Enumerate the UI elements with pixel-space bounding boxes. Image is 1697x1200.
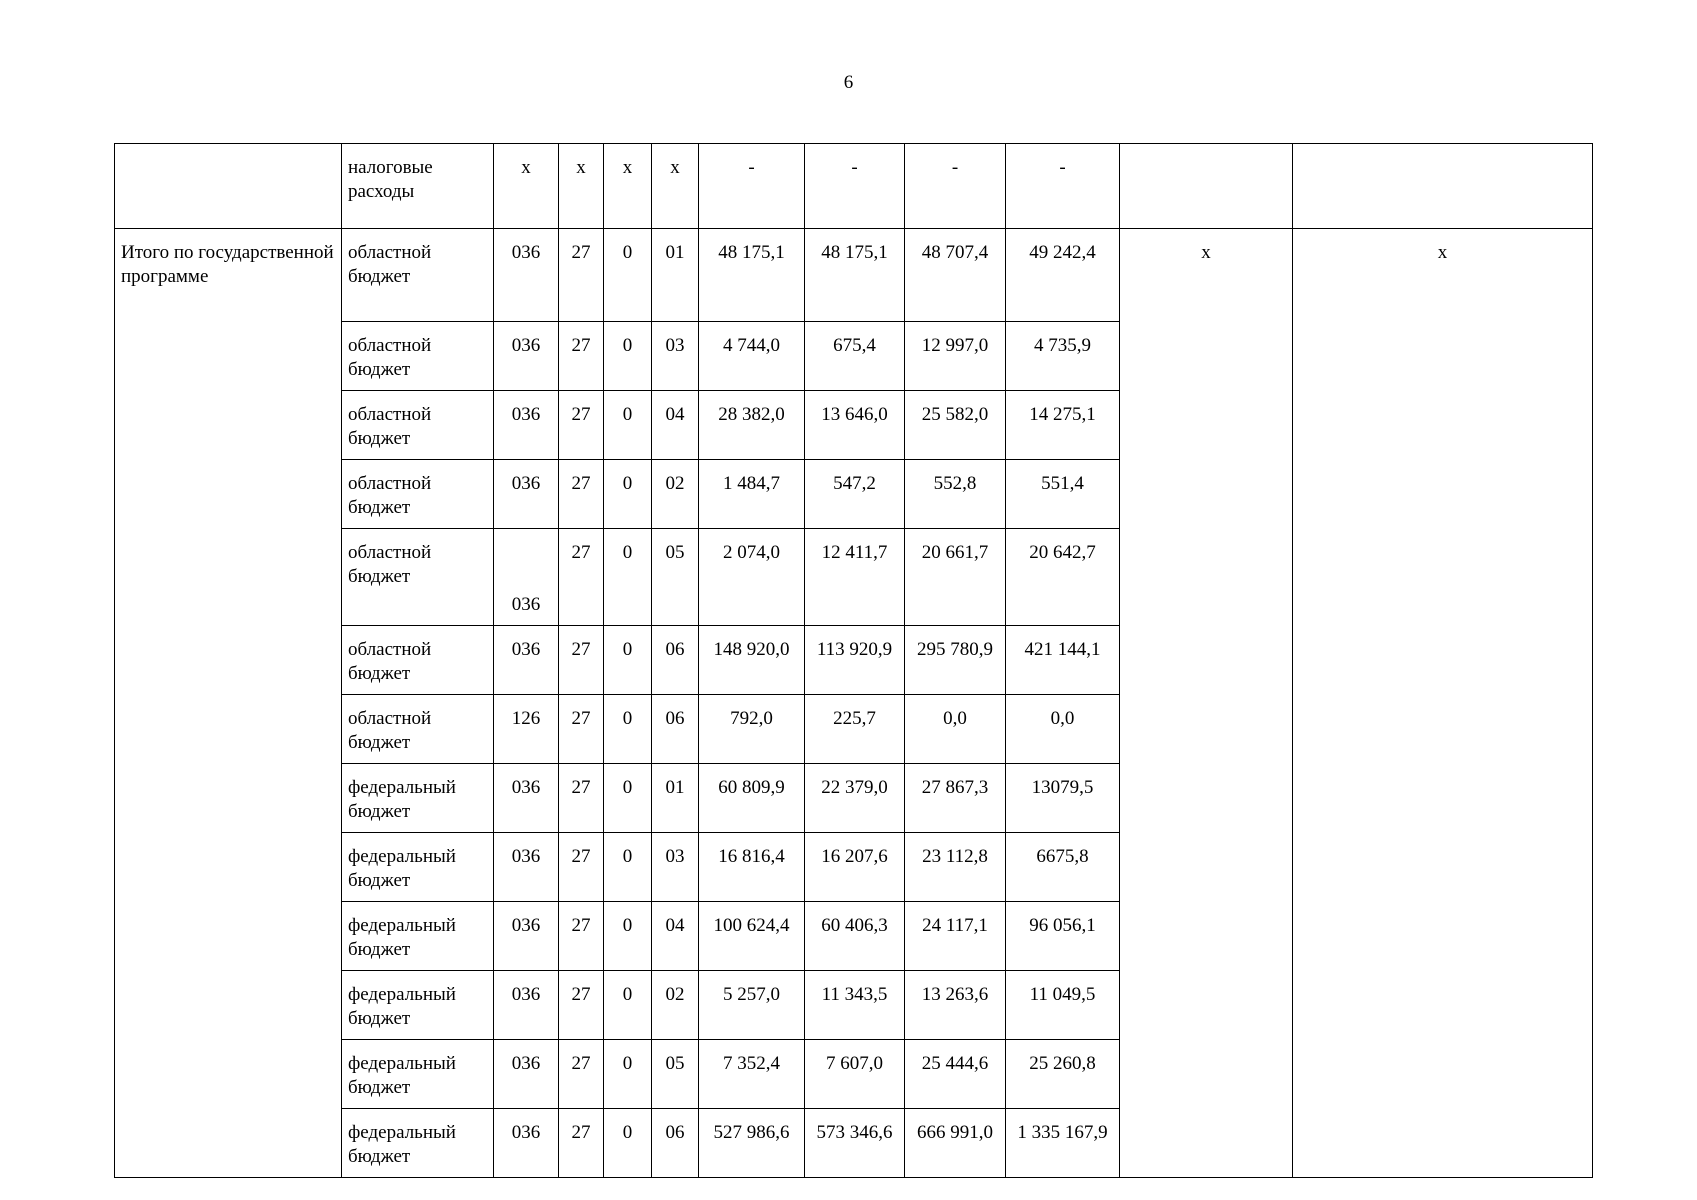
funding-source-cell: областной бюджет — [342, 391, 494, 460]
value-cell: 96 056,1 — [1006, 902, 1120, 971]
value-cell: 11 049,5 — [1006, 971, 1120, 1040]
code-gr-cell: 036 — [494, 764, 559, 833]
table-row — [115, 144, 1593, 229]
code-rz-cell: 27 — [559, 764, 604, 833]
code-rz-cell: 27 — [559, 229, 604, 322]
value-cell: 24 117,1 — [905, 902, 1006, 971]
value-cell: 4 735,9 — [1006, 322, 1120, 391]
code-csr-cell: 01 — [652, 764, 699, 833]
value-cell: 551,4 — [1006, 460, 1120, 529]
code-csr-cell: 02 — [652, 460, 699, 529]
code-gr-cell: 036 — [494, 391, 559, 460]
code-pr-cell: 0 — [604, 902, 652, 971]
code-rz-cell: 27 — [559, 460, 604, 529]
code-gr-cell: 036 — [494, 626, 559, 695]
code-pr-cell: 0 — [604, 1040, 652, 1109]
value-cell: 666 991,0 — [905, 1109, 1006, 1178]
page-number: 6 — [843, 72, 854, 93]
code-rz-cell: 27 — [559, 1109, 604, 1178]
funding-source-cell: областной бюджет — [342, 322, 494, 391]
funding-source-cell: федеральный бюджет — [342, 971, 494, 1040]
value-cell: 4 744,0 — [699, 322, 805, 391]
value-cell: 28 382,0 — [699, 391, 805, 460]
value-cell: - — [805, 144, 905, 229]
value-cell: 23 112,8 — [905, 833, 1006, 902]
code-rz-cell: х — [559, 144, 604, 229]
value-cell: 25 582,0 — [905, 391, 1006, 460]
value-cell: 27 867,3 — [905, 764, 1006, 833]
value-cell: 16 816,4 — [699, 833, 805, 902]
value-cell: 16 207,6 — [805, 833, 905, 902]
funding-source-cell: федеральный бюджет — [342, 1040, 494, 1109]
value-cell: 11 343,5 — [805, 971, 905, 1040]
code-csr-cell: 04 — [652, 902, 699, 971]
code-pr-cell: 0 — [604, 695, 652, 764]
budget-table — [114, 143, 1593, 1178]
value-cell: 552,8 — [905, 460, 1006, 529]
value-cell: 2 074,0 — [699, 529, 805, 626]
value-cell: 12 411,7 — [805, 529, 905, 626]
code-csr-cell: 06 — [652, 1109, 699, 1178]
code-gr-cell: 036 — [494, 529, 559, 626]
value-cell: 60 406,3 — [805, 902, 905, 971]
value-cell: 1 335 167,9 — [1006, 1109, 1120, 1178]
value-cell: 100 624,4 — [699, 902, 805, 971]
value-cell: 13 646,0 — [805, 391, 905, 460]
code-csr-cell: 02 — [652, 971, 699, 1040]
funding-source-cell: областной бюджет — [342, 529, 494, 626]
code-gr-cell: 036 — [494, 460, 559, 529]
empty-cell — [1120, 144, 1293, 229]
code-rz-cell: 27 — [559, 391, 604, 460]
code-pr-cell: 0 — [604, 529, 652, 626]
value-cell: 421 144,1 — [1006, 626, 1120, 695]
code-gr-cell: 036 — [494, 1040, 559, 1109]
funding-source-cell: областной бюджет — [342, 626, 494, 695]
code-rz-cell: 27 — [559, 902, 604, 971]
funding-source-cell: федеральный бюджет — [342, 902, 494, 971]
value-cell: 25 444,6 — [905, 1040, 1006, 1109]
indicator-cell: х — [1120, 229, 1293, 1178]
code-rz-cell: 27 — [559, 971, 604, 1040]
funding-source-cell: федеральный бюджет — [342, 764, 494, 833]
value-cell: 295 780,9 — [905, 626, 1006, 695]
code-pr-cell: 0 — [604, 460, 652, 529]
code-rz-cell: 27 — [559, 695, 604, 764]
code-pr-cell: 0 — [604, 322, 652, 391]
value-cell: 5 257,0 — [699, 971, 805, 1040]
code-pr-cell: 0 — [604, 391, 652, 460]
code-csr-cell: 05 — [652, 529, 699, 626]
value-cell: 48 175,1 — [699, 229, 805, 322]
value-cell: 148 920,0 — [699, 626, 805, 695]
value-cell: 22 379,0 — [805, 764, 905, 833]
value-cell: 13 263,6 — [905, 971, 1006, 1040]
code-csr-cell: 06 — [652, 695, 699, 764]
code-csr-cell: 04 — [652, 391, 699, 460]
code-pr-cell: 0 — [604, 229, 652, 322]
value-cell: 48 175,1 — [805, 229, 905, 322]
funding-source-cell: федеральный бюджет — [342, 833, 494, 902]
code-pr-cell: 0 — [604, 833, 652, 902]
code-pr-cell: 0 — [604, 764, 652, 833]
code-rz-cell: 27 — [559, 626, 604, 695]
value-cell: 113 920,9 — [805, 626, 905, 695]
value-cell: 60 809,9 — [699, 764, 805, 833]
value-cell: 20 642,7 — [1006, 529, 1120, 626]
value-cell: 1 484,7 — [699, 460, 805, 529]
indicator-cell: х — [1293, 229, 1593, 1178]
empty-cell — [1293, 144, 1593, 229]
code-rz-cell: 27 — [559, 1040, 604, 1109]
value-cell: 7 352,4 — [699, 1040, 805, 1109]
code-pr-cell: х — [604, 144, 652, 229]
empty-cell — [115, 144, 342, 229]
code-csr-cell: 05 — [652, 1040, 699, 1109]
value-cell: 20 661,7 — [905, 529, 1006, 626]
value-cell: - — [699, 144, 805, 229]
code-rz-cell: 27 — [559, 322, 604, 391]
code-csr-cell: 06 — [652, 626, 699, 695]
code-pr-cell: 0 — [604, 1109, 652, 1178]
code-csr-cell: х — [652, 144, 699, 229]
funding-source-cell: областной бюджет — [342, 229, 494, 322]
table-row — [115, 229, 1593, 322]
code-csr-cell: 03 — [652, 833, 699, 902]
value-cell: 527 986,6 — [699, 1109, 805, 1178]
value-cell: 225,7 — [805, 695, 905, 764]
value-cell: 547,2 — [805, 460, 905, 529]
value-cell: 25 260,8 — [1006, 1040, 1120, 1109]
value-cell: - — [1006, 144, 1120, 229]
value-cell: 7 607,0 — [805, 1040, 905, 1109]
value-cell: 12 997,0 — [905, 322, 1006, 391]
value-cell: 792,0 — [699, 695, 805, 764]
code-pr-cell: 0 — [604, 626, 652, 695]
code-csr-cell: 03 — [652, 322, 699, 391]
value-cell: 0,0 — [1006, 695, 1120, 764]
value-cell: 13079,5 — [1006, 764, 1120, 833]
code-rz-cell: 27 — [559, 529, 604, 626]
code-gr-cell: 036 — [494, 1109, 559, 1178]
value-cell: 48 707,4 — [905, 229, 1006, 322]
code-csr-cell: 01 — [652, 229, 699, 322]
code-gr-cell: 036 — [494, 902, 559, 971]
value-cell: 675,4 — [805, 322, 905, 391]
code-pr-cell: 0 — [604, 971, 652, 1040]
code-gr-cell: 036 — [494, 229, 559, 322]
funding-source-cell: областной бюджет — [342, 695, 494, 764]
funding-source-cell: налоговые расходы — [342, 144, 494, 229]
value-cell: 573 346,6 — [805, 1109, 905, 1178]
code-gr-cell: х — [494, 144, 559, 229]
funding-source-cell: областной бюджет — [342, 460, 494, 529]
code-gr-cell: 036 — [494, 833, 559, 902]
code-gr-cell: 036 — [494, 971, 559, 1040]
code-rz-cell: 27 — [559, 833, 604, 902]
total-label-cell: Итого по государственной программе — [115, 229, 342, 1178]
code-gr-cell: 036 — [494, 322, 559, 391]
value-cell: 14 275,1 — [1006, 391, 1120, 460]
code-gr-cell: 126 — [494, 695, 559, 764]
value-cell: 0,0 — [905, 695, 1006, 764]
funding-source-cell: федеральный бюджет — [342, 1109, 494, 1178]
value-cell: 49 242,4 — [1006, 229, 1120, 322]
value-cell: 6675,8 — [1006, 833, 1120, 902]
value-cell: - — [905, 144, 1006, 229]
